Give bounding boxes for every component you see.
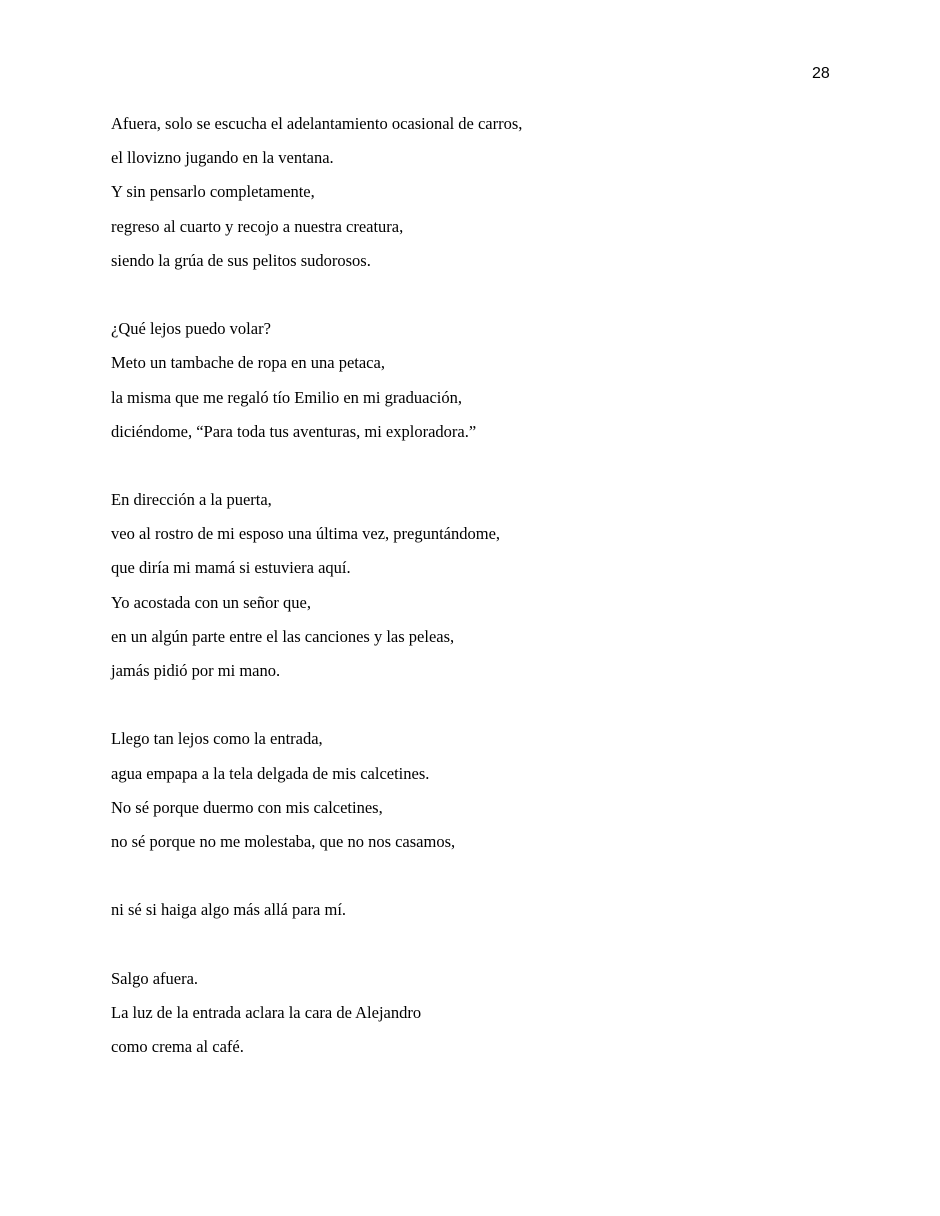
poem-body xyxy=(111,114,871,1071)
poem-line: ni sé si haiga algo más allá para mí. xyxy=(111,900,347,920)
stanza-1 xyxy=(111,114,871,285)
poem-line: siendo la grúa de sus pelitos sudorosos. xyxy=(111,250,371,270)
poem-line: jamás pidió por mi mano. xyxy=(111,661,281,680)
poem-line: En dirección a la puerta, xyxy=(111,490,272,510)
stanza-break xyxy=(111,285,871,319)
poem-line: agua empapa a la tela delgada de mis calcetines. xyxy=(111,763,430,783)
stanza-break xyxy=(111,695,871,729)
poem-line: Afuera, solo se escucha el adelantamiento ocasional de carros, xyxy=(111,114,523,133)
poem-line: Meto un tambache de ropa en una petaca, xyxy=(111,353,385,373)
poem-line: la misma que me regaló tío Emilio en mi graduación, xyxy=(111,387,462,407)
poem-line: que diría mi mamá si estuviera aquí. xyxy=(111,558,351,578)
poem-line: veo al rostro de mi esposo una última vez, preguntándome, xyxy=(111,524,501,544)
stanza-break xyxy=(111,456,871,490)
stanza-3 xyxy=(111,490,871,695)
poem-line: el llovizno jugando en la ventana. xyxy=(111,148,334,168)
poem-line: diciéndome, “Para toda tus aventuras, mi exploradora.” xyxy=(111,421,477,441)
page-number: 28 xyxy=(812,65,830,82)
stanza-4 xyxy=(111,729,871,866)
poem-line: Salgo afuera. xyxy=(111,968,199,988)
stanza-5 xyxy=(111,900,871,934)
poem-line: Y sin pensarlo completamente, xyxy=(111,182,315,202)
poem-line: regreso al cuarto y recojo a nuestra creatura, xyxy=(111,216,404,236)
poem-line: como crema al café. xyxy=(111,1037,244,1057)
poem-line: en un algún parte entre el las canciones y las peleas, xyxy=(111,626,455,646)
poem-line: La luz de la entrada aclara la cara de Alejandro xyxy=(111,1002,422,1022)
stanza-2 xyxy=(111,319,871,456)
stanza-break xyxy=(111,866,871,900)
poem-line: ¿Qué lejos puedo volar? xyxy=(111,319,271,339)
poem-line: No sé porque duermo con mis calcetines, xyxy=(111,797,383,817)
stanza-6 xyxy=(111,969,871,1072)
poem-line: no sé porque no me molestaba, que no nos casamos, xyxy=(111,831,456,851)
stanza-break xyxy=(111,935,871,969)
poem-line: Yo acostada con un señor que, xyxy=(111,592,311,612)
poem-line: Llego tan lejos como la entrada, xyxy=(111,729,323,749)
